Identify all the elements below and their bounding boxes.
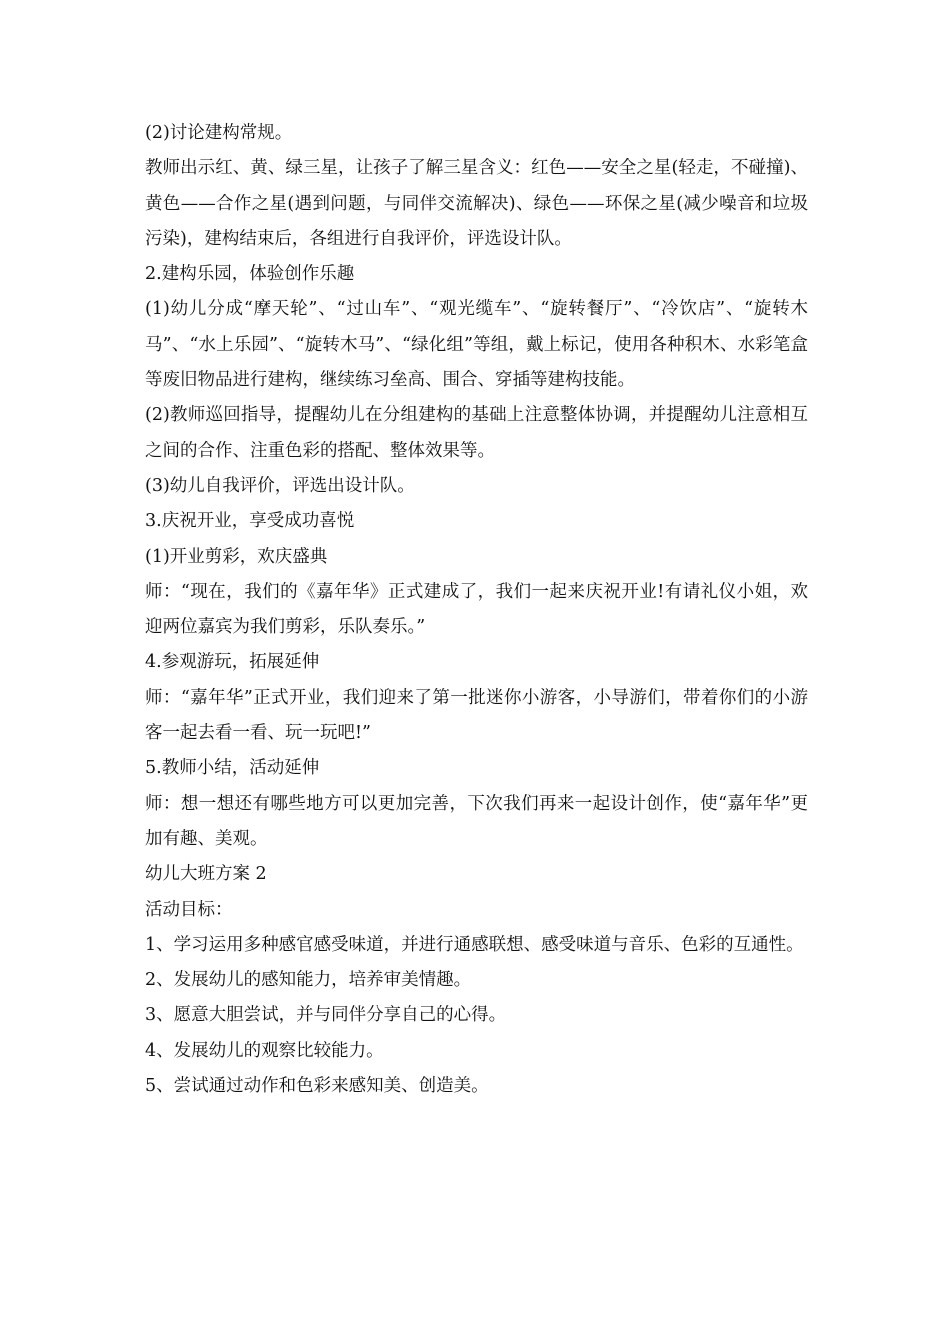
paragraph-three-stars: 教师出示红、黄、绿三星，让孩子了解三星含义：红色——安全之星(轻走，不碰撞)、黄色——合作之星(遇到问题，与同伴交流解决)、绿色——环保之星(减少噪音和垃圾污染)，建构结束后，各组进行自我评价，评选设计队。 bbox=[145, 158, 808, 249]
paragraph-discuss-rules: (2)讨论建构常规。 bbox=[145, 123, 293, 143]
goal-item-3: 3、愿意大胆尝试，并与同伴分享自己的心得。 bbox=[145, 1005, 507, 1026]
paragraph-teacher-guidance: (2)教师巡回指导，提醒幼儿在分组建构的基础上注意整体协调，并提醒幼儿注意相互之间的合作、注重色彩的搭配、整体效果等。 bbox=[145, 405, 808, 461]
paragraph-teacher-speech-opening: 师：“现在，我们的《嘉年华》正式建成了，我们一起来庆祝开业!有请礼仪小姐，欢迎两位嘉宾为我们剪彩，乐队奏乐。” bbox=[145, 581, 808, 638]
paragraph-ribbon-cutting: (1)开业剪彩，欢庆盛典 bbox=[145, 546, 328, 567]
paragraph-self-evaluation: (3)幼儿自我评价，评选出设计队。 bbox=[145, 475, 415, 496]
heading-visit-play: 4.参观游玩，拓展延伸 bbox=[145, 652, 320, 673]
heading-activity-goals: 活动目标： bbox=[145, 899, 233, 920]
goal-item-2: 2、发展幼儿的感知能力，培养审美情趣。 bbox=[145, 970, 472, 991]
document-body bbox=[145, 116, 808, 1104]
paragraph-teacher-speech-visit: 师：“嘉年华”正式开业，我们迎来了第一批迷你小游客，小导游们，带着你们的小游客一起去看一看、玩一玩吧!” bbox=[145, 687, 808, 744]
paragraph-teacher-speech-summary: 师：想一想还有哪些地方可以更加完善，下次我们再来一起设计创作，使“嘉年华”更加有趣、美观。 bbox=[145, 793, 808, 849]
heading-celebrate-opening: 3.庆祝开业，享受成功喜悦 bbox=[145, 511, 355, 532]
heading-build-park: 2.建构乐园，体验创作乐趣 bbox=[145, 264, 355, 285]
goal-item-5: 5、尝试通过动作和色彩来感知美、创造美。 bbox=[145, 1076, 489, 1097]
section-title-plan-2: 幼儿大班方案 2 bbox=[145, 864, 267, 885]
goal-item-4: 4、发展幼儿的观察比较能力。 bbox=[145, 1040, 384, 1061]
heading-summary: 5.教师小结，活动延伸 bbox=[145, 758, 320, 779]
goal-item-1: 1、学习运用多种感官感受味道，并进行通感联想、感受味道与音乐、色彩的互通性。 bbox=[145, 934, 804, 955]
paragraph-groups: (1)幼儿分成“摩天轮”、“过山车”、“观光缆车”、“旋转餐厅”、“冷饮店”、“旋转木马”、“水上乐园”、“旋转木马”、“绿化组”等组，戴上标记，使用各种积木、水彩笔盒等废旧物品进行建构，继续练习垒高、围合、穿插等建构技能。 bbox=[145, 299, 808, 391]
